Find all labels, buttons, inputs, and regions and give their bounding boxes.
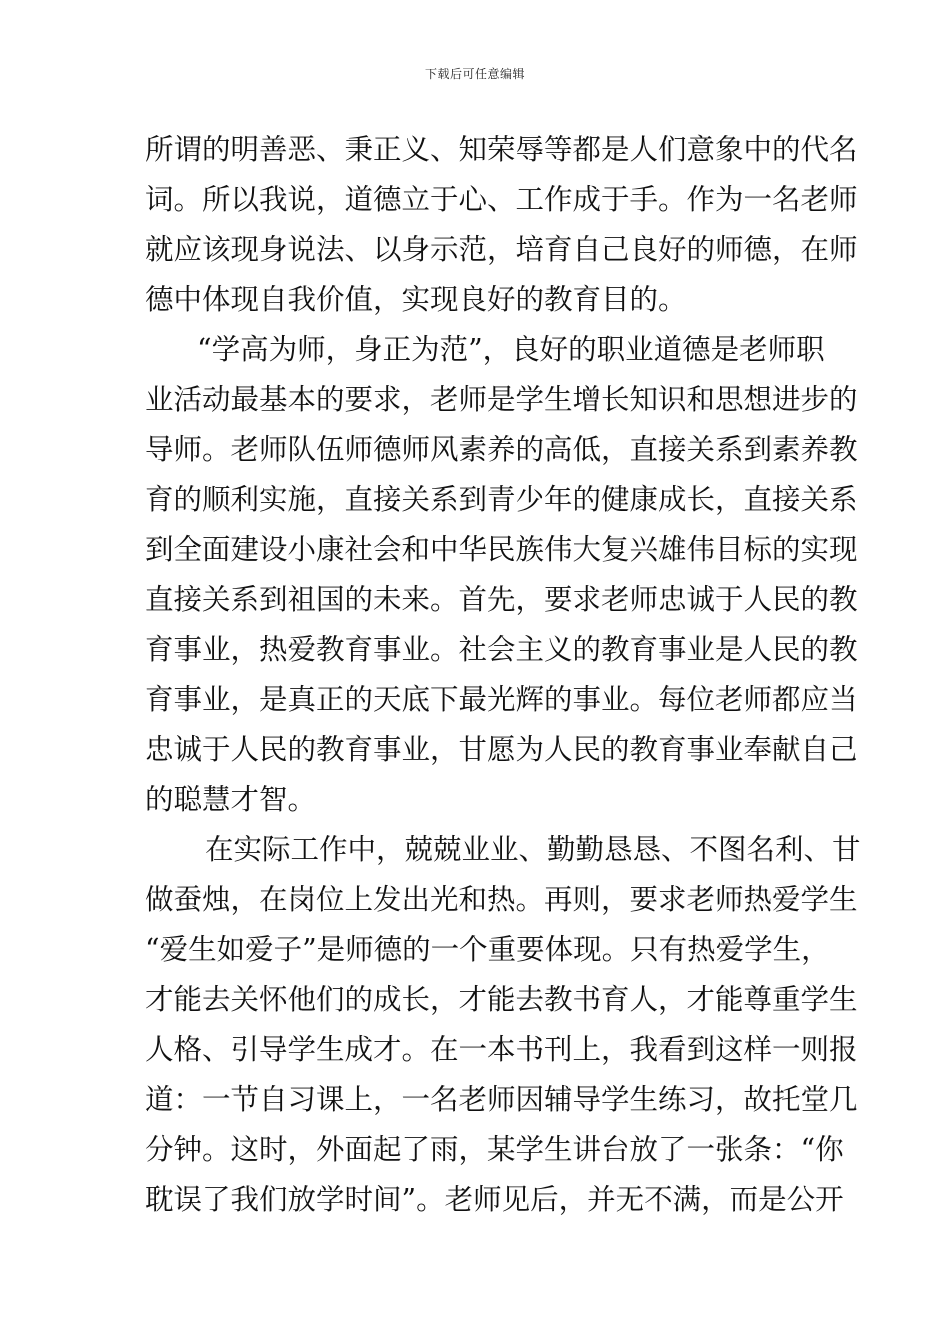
text-line: 业活动最基本的要求，老师是学生增长知识和思想进步的 [145, 383, 858, 416]
paragraph-3 [145, 825, 861, 1225]
text-line: 育事业，热爱教育事业。社会主义的教育事业是人民的教 [145, 633, 858, 666]
text-line: 导师。老师队伍师德师风素养的高低，直接关系到素养教 [145, 433, 858, 466]
text-line: 育事业，是真正的天底下最光辉的事业。每位老师都应当 [145, 683, 858, 716]
text-line: 耽误了我们放学时间”。老师见后，并无不满，而是公开 [145, 1183, 844, 1216]
text-line: “爱生如爱子”是师德的一个重要体现。只有热爱学生， [145, 933, 830, 966]
text-line: 忠诚于人民的教育事业，甘愿为人民的教育事业奉献自己 [145, 733, 858, 766]
text-line: 育的顺利实施，直接关系到青少年的健康成长，直接关系 [145, 483, 858, 516]
text-line: 德中体现自我价值，实现良好的教育目的。 [145, 283, 687, 316]
text-line: 就应该现身说法、以身示范，培育自己良好的师德，在师 [145, 233, 858, 266]
text-line: 道：一节自习课上，一名老师因辅导学生练习，故托堂几 [145, 1083, 858, 1116]
text-line: 人格、引导学生成才。在一本书刊上，我看到这样一则报 [145, 1033, 858, 1066]
paragraph-1 [145, 125, 858, 325]
document-body [145, 125, 861, 1225]
text-line: 所谓的明善恶、秉正义、知荣辱等都是人们意象中的代名 [145, 133, 858, 166]
text-line: 在实际工作中，兢兢业业、勤勤恳恳、不图名利、甘 [205, 833, 861, 866]
page-header: 下载后可任意编辑 [424, 67, 525, 81]
paragraph-2 [145, 325, 858, 825]
text-line: 到全面建设小康社会和中华民族伟大复兴雄伟目标的实现 [145, 533, 858, 566]
text-line: 直接关系到祖国的未来。首先，要求老师忠诚于人民的教 [145, 583, 858, 616]
text-line: 分钟。这时，外面起了雨，某学生讲台放了一张条：“你 [145, 1133, 844, 1166]
text-line: “学高为师，身正为范”，良好的职业道德是老师职 [197, 333, 825, 366]
text-line: 词。所以我说，道德立于心、工作成于手。作为一名老师 [145, 183, 858, 216]
text-line: 做蚕烛，在岗位上发出光和热。再则，要求老师热爱学生 [145, 883, 858, 916]
text-line: 的聪慧才智。 [145, 783, 317, 816]
text-line: 才能去关怀他们的成长，才能去教书育人，才能尊重学生 [145, 983, 858, 1016]
